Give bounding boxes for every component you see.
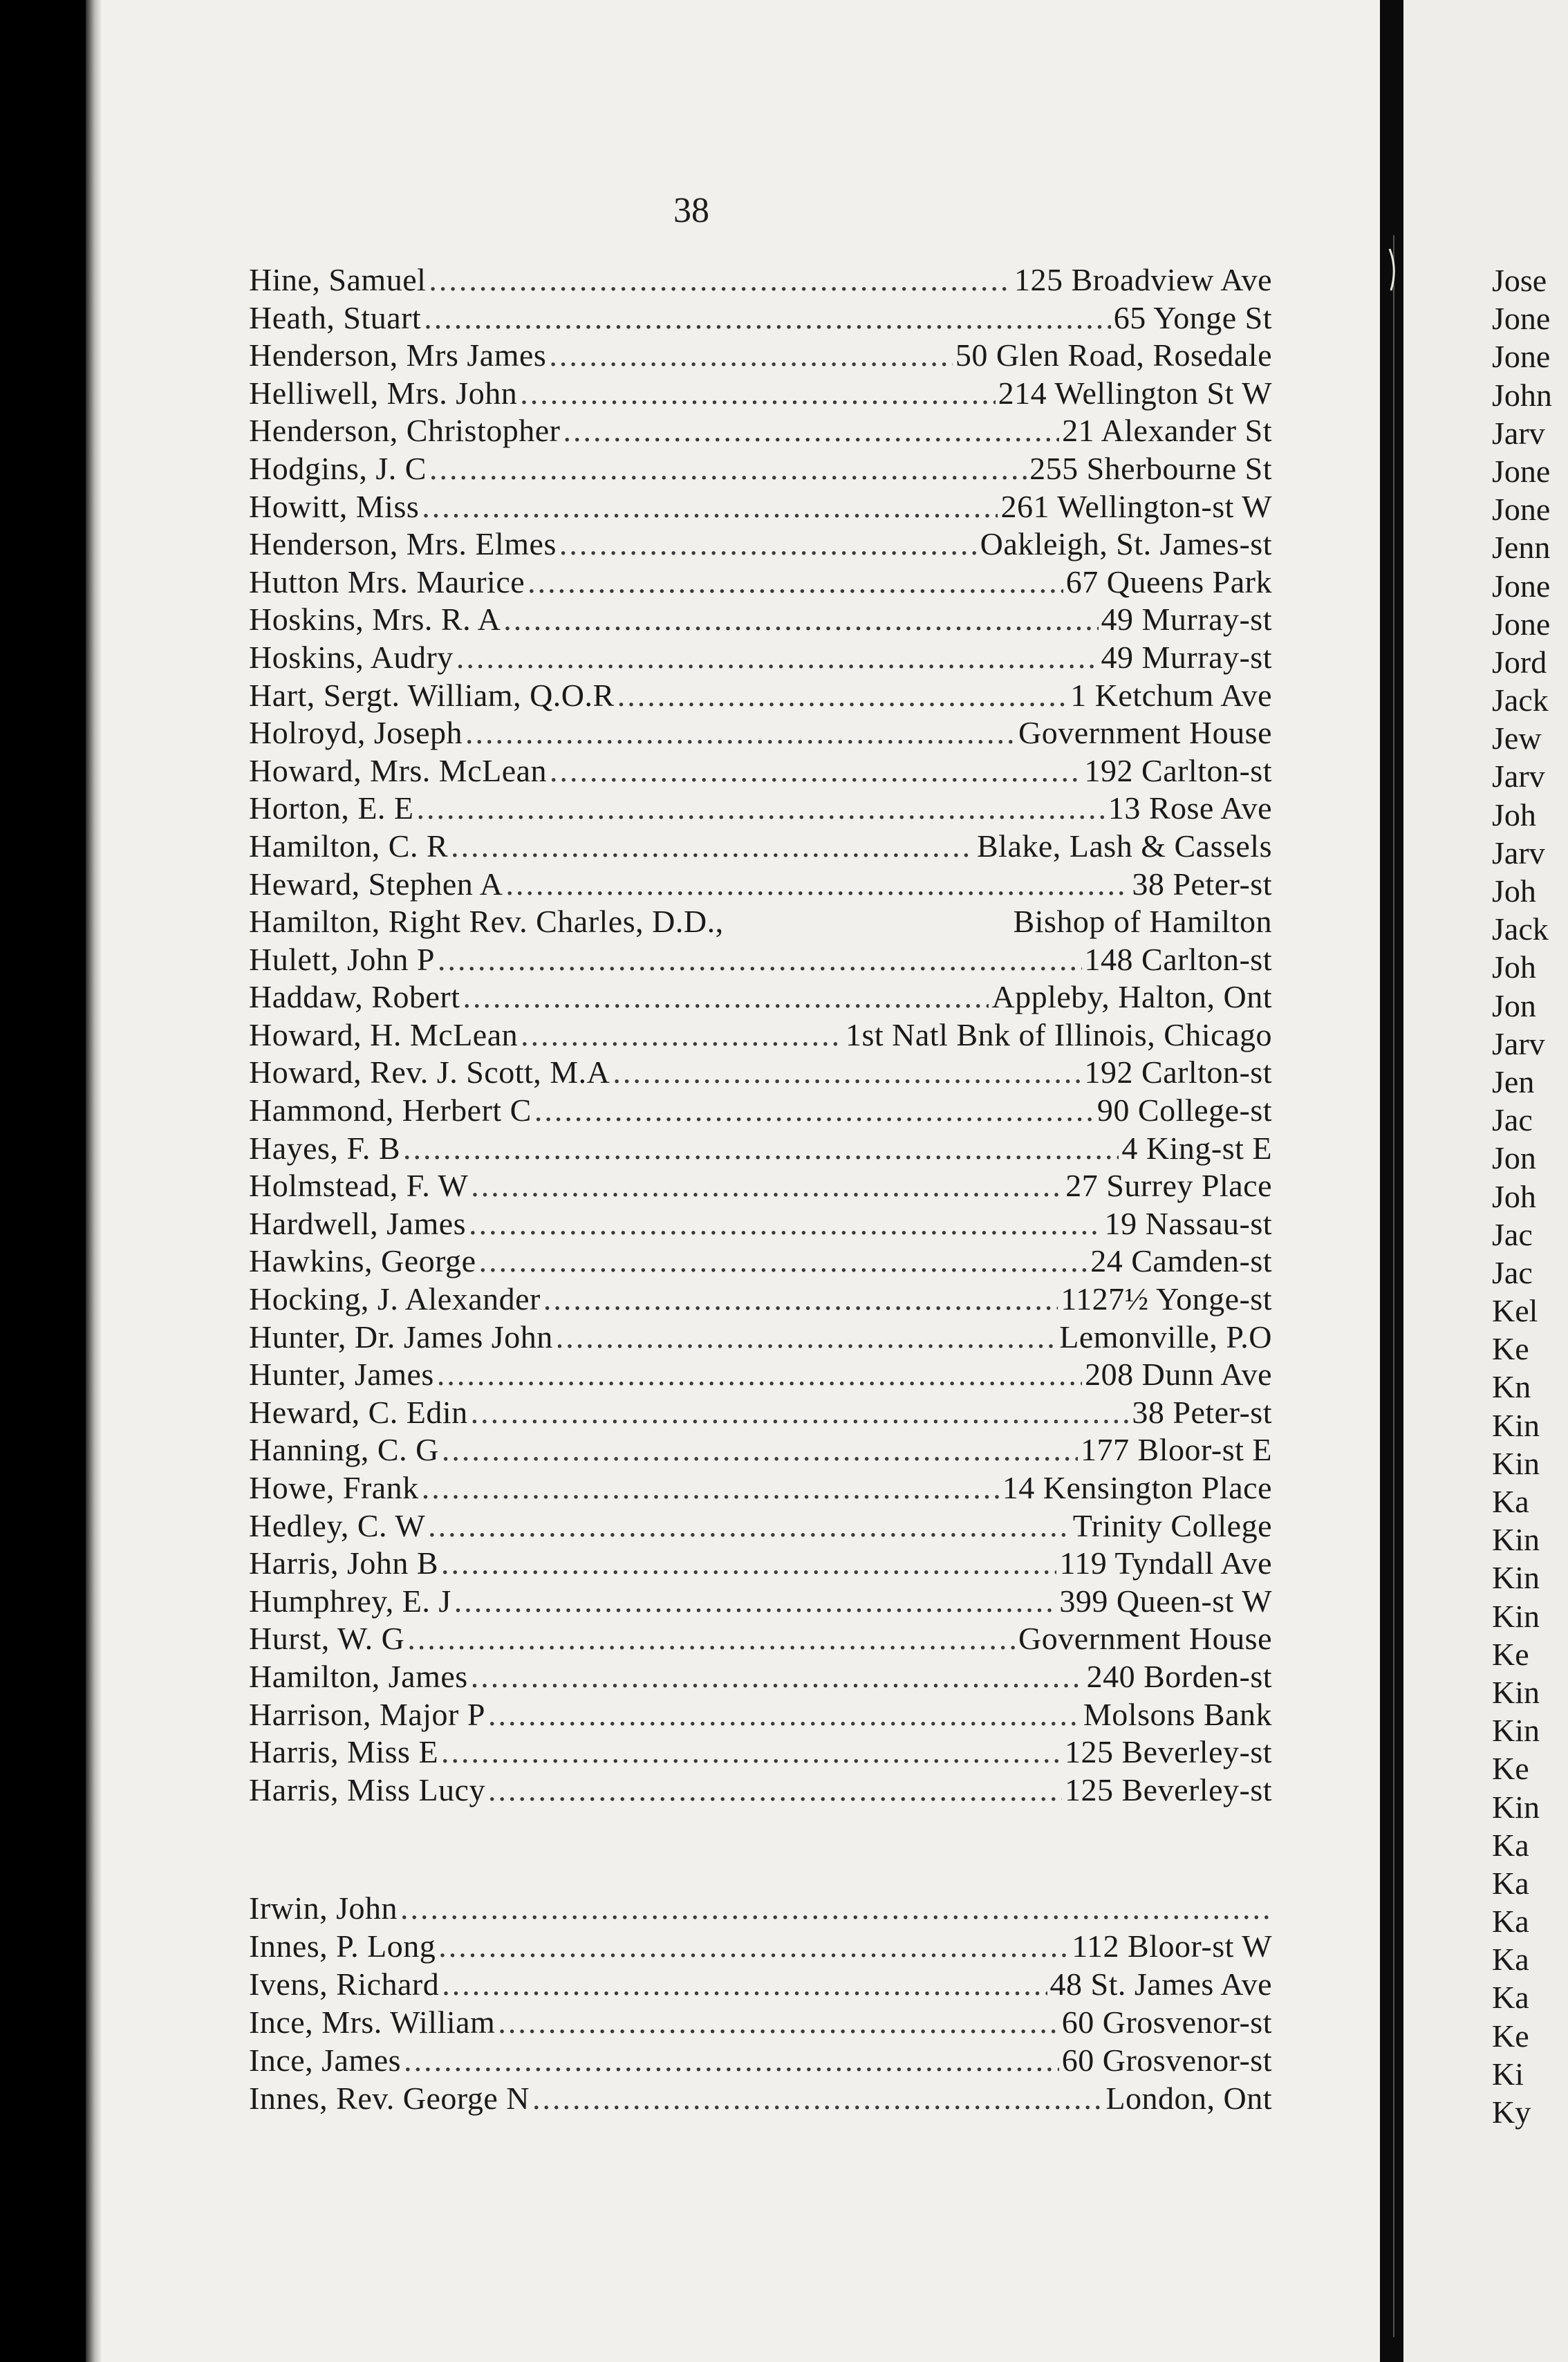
entry-address: 4 King-st E [1121,1130,1272,1166]
facing-page-text-fragment: Jarv [1492,835,1545,871]
dot-leader [400,1889,1269,1927]
entry-address: 148 Carlton-st [1084,941,1272,977]
directory-entry [249,1620,1272,1658]
entry-address: 1st Natl Bnk of Illinois, Chicago [845,1016,1272,1052]
entry-name: Hoskins, Mrs. R. A [249,602,501,638]
dot-leader [534,1092,1094,1130]
entry-address: 60 Grosvenor-st [1061,2043,1272,2078]
entry-name: Hammond, Herbert C [249,1092,532,1128]
entry-name: Harrison, Major P [249,1696,485,1732]
facing-page-text-fragment: Jew [1492,720,1542,756]
dot-leader [617,677,1068,715]
dot-leader [454,1583,1057,1621]
directory-entry [249,1733,1272,1772]
entry-address: 14 Kensington Place [1002,1470,1272,1505]
entry-address: 255 Sherbourne St [1029,450,1272,486]
directory-entry [249,1658,1272,1696]
facing-page-text-fragment: Kin [1492,1598,1540,1634]
entry-name: Helliwell, Mrs. John [249,375,518,411]
dot-leader [442,1965,1047,2003]
dot-leader [498,2003,1058,2041]
entry-name: Irwin, John [249,1890,398,1926]
facing-page-text-fragment: Jord [1492,644,1547,680]
directory-entry [249,1092,1272,1130]
dot-leader [428,1507,1070,1545]
directory-entry [249,1356,1272,1394]
facing-page-text-fragment: Jarv [1492,759,1545,794]
dot-leader [438,941,1082,979]
dot-leader [488,1696,1081,1734]
dot-leader [424,299,1111,337]
directory-entry [249,1507,1272,1545]
directory-entry [249,1583,1272,1621]
entry-address: 192 Carlton-st [1084,752,1272,788]
dot-leader [417,790,1105,828]
directory-entry [249,1889,1272,1927]
directory-entry [249,1545,1272,1583]
facing-page-text-fragment: Jone [1492,453,1551,489]
facing-page-text-fragment: Jenn [1492,530,1551,566]
entry-address: 38 Peter-st [1132,866,1272,902]
facing-page-text-fragment: Ky [1492,2094,1531,2130]
facing-page-text-fragment: Ka [1492,1980,1529,2016]
directory-entry [249,677,1272,715]
entry-address: 49 Murray-st [1101,639,1272,675]
facing-page-text-fragment: Jone [1492,301,1551,337]
dot-leader [550,752,1081,790]
page-edge-shadow [86,0,101,2362]
entry-name: Ivens, Richard [249,1966,440,2002]
entry-name: Hodgins, J. C [249,450,427,486]
directory-entry [249,1319,1272,1357]
entry-name: Harris, John B [249,1545,439,1581]
dot-leader [563,412,1059,450]
dot-leader [471,1658,1084,1696]
entry-name: Harris, Miss Lucy [249,1772,485,1807]
facing-page-text-fragment: Jone [1492,339,1551,375]
facing-page-text-fragment: Jen [1492,1063,1535,1099]
entry-name: Ince, James [249,2043,402,2078]
directory-entry [249,1431,1272,1469]
directory-entry [249,1469,1272,1507]
facing-page-text-fragment: Jone [1492,606,1551,642]
facing-page-text-fragment: Kin [1492,1407,1540,1443]
facing-page-column [1492,261,1568,2131]
entry-address: 112 Bloor-st W [1072,1928,1272,1964]
facing-page-text-fragment: Ke [1492,1636,1529,1672]
facing-page-text-fragment: Kel [1492,1293,1538,1329]
entry-name: Humphrey, E. J [249,1583,451,1619]
directory-entry [249,714,1272,752]
entry-address: Molsons Bank [1083,1696,1272,1732]
entry-address: 399 Queen-st W [1059,1583,1272,1619]
facing-page-text-fragment: Ki [1492,2056,1524,2092]
facing-page-text-fragment: Jarv [1492,1025,1545,1061]
dot-leader [521,1016,843,1054]
facing-page-text-fragment: Kn [1492,1369,1531,1405]
entry-address: Government House [1018,1621,1272,1657]
dot-leader [422,1469,1000,1507]
entry-address: 60 Grosvenor-st [1061,2005,1272,2040]
dot-leader [403,1130,1119,1168]
dot-leader [469,1205,1102,1243]
entry-name: Hutton Mrs. Maurice [249,564,525,599]
directory-entry [249,828,1272,866]
facing-page-text-fragment: Jack [1492,682,1549,718]
entry-address: 119 Tyndall Ave [1059,1545,1272,1581]
directory-entry [249,564,1272,602]
entry-name: Hine, Samuel [249,262,427,297]
dot-leader [407,1620,1016,1658]
entry-name: Hawkins, George [249,1243,476,1279]
entry-name: Holroyd, Joseph [249,715,463,751]
entry-name: Howe, Frank [249,1470,419,1505]
entry-name: Hunter, James [249,1357,434,1393]
entry-name: Howitt, Miss [249,488,420,524]
directory-entry [249,1130,1272,1168]
entry-address: 125 Beverley-st [1064,1772,1272,1807]
facing-page-text-fragment: Jon [1492,1140,1536,1176]
dot-leader [532,2079,1103,2117]
directory-entry [249,941,1272,979]
entry-address: Government House [1018,715,1272,751]
facing-page-text-fragment: Ka [1492,1484,1529,1519]
directory-entry [249,1772,1272,1810]
facing-page-text-fragment: Joh [1492,797,1536,833]
entry-address: Trinity College [1072,1507,1272,1543]
dot-leader [479,1243,1088,1281]
dot-leader [441,1545,1056,1583]
entry-address: 21 Alexander St [1062,413,1272,449]
directory-entry [249,1696,1272,1734]
entry-address: 208 Dunn Ave [1085,1357,1272,1393]
directory-entry [249,903,1272,941]
directory-entry [249,1054,1272,1092]
dot-leader [422,488,998,526]
entry-name: Horton, E. E [249,790,414,826]
entry-address: Appleby, Halton, Ont [991,979,1272,1015]
entry-name: Hanning, C. G [249,1432,439,1468]
directory-entry [249,1016,1272,1054]
directory-entry [249,337,1272,375]
entry-name: Heward, Stephen A [249,866,503,902]
facing-page-text-fragment: Ke [1492,2018,1529,2054]
dot-leader [471,1394,1130,1432]
entry-name: Hunter, Dr. James John [249,1319,553,1355]
facing-page-text-fragment: Ke [1492,1331,1529,1367]
entry-address: Oakleigh, St. James-st [980,526,1272,562]
entry-name: Hardwell, James [249,1205,467,1241]
entry-address: 261 Wellington-st W [1000,488,1272,524]
entry-name: Heath, Stuart [249,299,422,335]
directory-entry [249,1205,1272,1243]
entry-name: Howard, Rev. J. Scott, M.A [249,1054,610,1090]
dot-leader [503,601,1098,639]
entry-address: Bishop of Hamilton [1013,904,1272,940]
dot-leader [442,1431,1078,1469]
dot-leader [465,714,1016,752]
entry-name: Hedley, C. W [249,1507,426,1543]
entry-address: 27 Surrey Place [1065,1168,1272,1204]
dot-leader [528,564,1063,602]
facing-page-text-fragment: Jarv [1492,415,1545,451]
section-h-entries [249,261,1272,1809]
dot-leader [437,1356,1082,1394]
entry-address: 38 Peter-st [1132,1394,1272,1430]
gutter-binding-marks [1384,235,1401,2337]
page-number: 38 [673,191,709,230]
entry-address: 48 St. James Ave [1049,1966,1272,2002]
entry-address: 125 Broadview Ave [1014,262,1272,297]
facing-page-text-fragment: Kin [1492,1522,1540,1558]
entry-address: 1 Ketchum Ave [1070,677,1272,713]
directory-entry [249,639,1272,677]
entry-address: London, Ont [1105,2081,1272,2116]
directory-entry [249,488,1272,526]
dot-leader [613,1054,1081,1092]
entry-address: 125 Beverley-st [1064,1734,1272,1770]
entry-name: Hart, Sergt. William, Q.O.R [249,677,615,713]
entry-name: Hurst, W. G [249,1621,405,1657]
dot-leader [549,337,953,375]
directory-entry [249,526,1272,564]
dot-leader [429,450,1027,488]
entry-name: Innes, Rev. George N [249,2081,530,2116]
facing-page-text-fragment: Jac [1492,1216,1533,1252]
entry-address: 19 Nassau-st [1104,1205,1272,1241]
directory-entry [249,752,1272,790]
dot-leader [559,526,978,564]
entry-name: Holmstead, F. W [249,1168,469,1204]
facing-page-text-fragment: Jone [1492,568,1551,604]
facing-page-text-fragment: Joh [1492,1178,1536,1214]
facing-page-text-fragment: Jack [1492,911,1549,947]
directory-entry [249,790,1272,828]
entry-address: 65 Yonge St [1113,299,1272,335]
directory-entry [249,978,1272,1016]
entry-address: 177 Bloor-st E [1081,1432,1272,1468]
directory-entry [249,450,1272,488]
directory-entry [249,1243,1272,1281]
facing-page-text-fragment: Kin [1492,1560,1540,1596]
entry-name: Hamilton, Right Rev. Charles, D.D., [249,904,724,940]
entry-address: 49 Murray-st [1101,602,1272,638]
facing-page-text-fragment: Jac [1492,1102,1533,1138]
facing-page-text-fragment: Joh [1492,873,1536,909]
directory-entry [249,1394,1272,1432]
entry-name: Heward, C. Edin [249,1394,468,1430]
facing-page-text-fragment: John [1492,377,1552,413]
facing-page-text-fragment: Kin [1492,1674,1540,1710]
dot-leader [556,1319,1057,1357]
entry-name: Hamilton, C. R [249,828,449,864]
directory-entry [249,2041,1272,2079]
entry-name: Hamilton, James [249,1658,468,1694]
entry-name: Haddaw, Robert [249,979,460,1015]
entry-address: 90 College-st [1096,1092,1272,1128]
dot-leader [463,978,989,1016]
section-i-entries [249,1889,1272,2117]
entry-name: Harris, Miss E [249,1734,439,1770]
entry-address: 192 Carlton-st [1084,1054,1272,1090]
entry-name: Hulett, John P [249,941,435,977]
entry-name: Hocking, J. Alexander [249,1281,541,1317]
entry-name: Ince, Mrs. William [249,2005,496,2040]
entry-name: Howard, Mrs. McLean [249,752,548,788]
entry-name: Henderson, Christopher [249,413,561,449]
directory-entry [249,1927,1272,1965]
dot-leader [404,2041,1059,2079]
facing-page-text-fragment: Kin [1492,1445,1540,1481]
dot-leader [456,639,1099,677]
entry-name: Hayes, F. B [249,1130,401,1166]
directory-entry [249,299,1272,337]
entry-address: 24 Camden-st [1090,1243,1272,1279]
entry-address: 50 Glen Road, Rosedale [955,337,1272,373]
dot-leader [438,1927,1069,1965]
entry-address: Blake, Lash & Cassels [977,828,1272,864]
entry-address: Lemonville, P.O [1059,1319,1272,1355]
directory-entry [249,1965,1272,2003]
directory-entry [249,261,1272,299]
directory-entry [249,375,1272,413]
entry-address: 1127½ Yonge-st [1061,1281,1272,1317]
facing-page-text-fragment: Ka [1492,1942,1529,1978]
facing-page-text-fragment: Jone [1492,492,1551,528]
directory-entry [249,866,1272,904]
facing-page-text-fragment: Kin [1492,1713,1540,1749]
entry-address: 13 Rose Ave [1108,790,1272,826]
entry-address: 214 Wellington St W [998,375,1272,411]
directory-entry [249,2003,1272,2041]
facing-page-text-fragment: Ka [1492,1827,1529,1863]
dot-leader [488,1772,1062,1810]
dot-leader [451,828,974,866]
directory-entry [249,601,1272,639]
dot-leader [471,1167,1063,1205]
directory-entry [249,2079,1272,2117]
facing-page-text-fragment: Kin [1492,1789,1540,1825]
facing-page-text-fragment: Jose [1492,263,1547,298]
directory-entry [249,1281,1272,1319]
directory-entry [249,1167,1272,1205]
directory-entry [249,412,1272,450]
dot-leader [429,261,1011,299]
entry-name: Innes, P. Long [249,1928,436,1964]
entry-address: 67 Queens Park [1065,564,1272,599]
entry-name: Henderson, Mrs. Elmes [249,526,557,562]
entry-address: 240 Borden-st [1086,1658,1272,1694]
dot-leader [543,1281,1058,1319]
entry-name: Henderson, Mrs James [249,337,547,373]
entry-name: Howard, H. McLean [249,1016,519,1052]
facing-page-text-fragment: Ka [1492,1904,1529,1940]
facing-page-text-fragment: Jac [1492,1254,1533,1290]
dot-leader [441,1733,1062,1772]
dot-leader [520,375,995,413]
facing-page-text-fragment: Joh [1492,949,1536,985]
facing-page-text-fragment: Ka [1492,1865,1529,1901]
facing-page-text-fragment: Ke [1492,1751,1529,1787]
facing-page-text-fragment: Jon [1492,987,1536,1023]
dot-leader [505,866,1129,904]
entry-name: Hoskins, Audry [249,639,454,675]
